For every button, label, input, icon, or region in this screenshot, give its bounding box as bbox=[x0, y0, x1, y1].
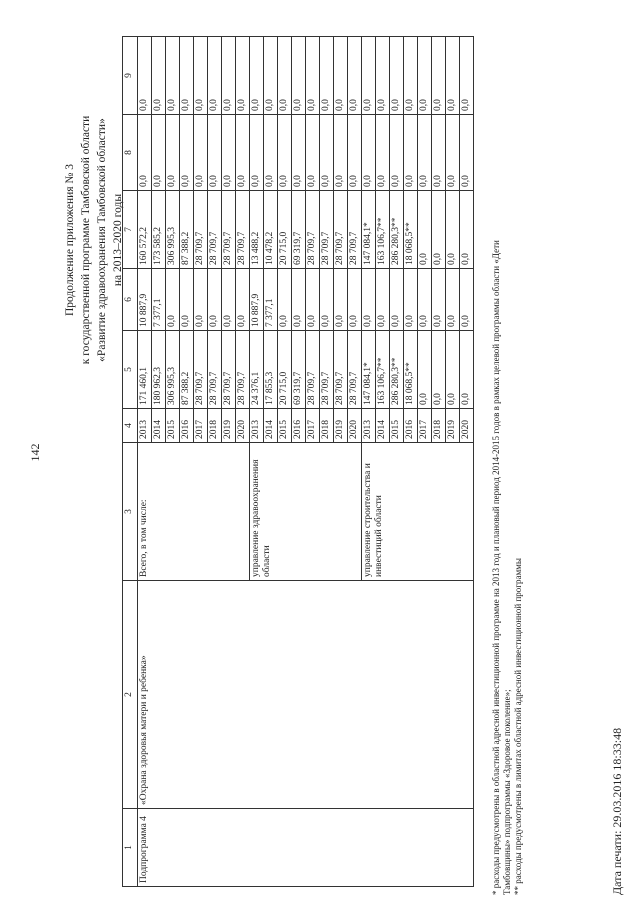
value-cell: 0,0 bbox=[376, 37, 390, 115]
value-cell: 0,0 bbox=[250, 115, 264, 191]
year-cell: 2018 bbox=[320, 409, 334, 443]
value-cell: 0,0 bbox=[180, 269, 194, 331]
column-header: 7 bbox=[123, 191, 138, 269]
value-cell: 0,0 bbox=[334, 115, 348, 191]
value-cell: 0,0 bbox=[278, 115, 292, 191]
year-cell: 2020 bbox=[460, 409, 474, 443]
value-cell: 0,0 bbox=[362, 115, 376, 191]
value-cell: 0,0 bbox=[278, 37, 292, 115]
value-cell: 0,0 bbox=[292, 269, 306, 331]
column-header: 1 bbox=[123, 809, 138, 887]
value-cell: 7 377,1 bbox=[152, 269, 166, 331]
value-cell: 0,0 bbox=[460, 269, 474, 331]
year-cell: 2015 bbox=[278, 409, 292, 443]
value-cell: 69 319,7 bbox=[292, 331, 306, 409]
value-cell: 28 709,7 bbox=[320, 331, 334, 409]
value-cell: 0,0 bbox=[194, 269, 208, 331]
print-date: Дата печати: 29.03.2016 18:33:48 bbox=[610, 727, 624, 895]
footnotes bbox=[491, 15, 524, 895]
value-cell: 0,0 bbox=[306, 269, 320, 331]
value-cell: 0,0 bbox=[166, 115, 180, 191]
value-cell: 0,0 bbox=[138, 37, 152, 115]
value-cell: 0,0 bbox=[320, 37, 334, 115]
value-cell: 0,0 bbox=[236, 115, 250, 191]
table-row bbox=[138, 37, 152, 887]
value-cell: 28 709,7 bbox=[208, 191, 222, 269]
value-cell: 0,0 bbox=[306, 115, 320, 191]
value-cell: 0,0 bbox=[194, 37, 208, 115]
header-line: Продолжение приложения № 3 bbox=[64, 163, 76, 317]
value-cell: 0,0 bbox=[376, 269, 390, 331]
value-cell: 28 709,7 bbox=[222, 191, 236, 269]
footnote: * расходы предусмотрены в областной адресной инвестиционной программе на 2013 год и плановый период 2014-2015 годов в рамках целевой программы области «Дети bbox=[491, 240, 501, 895]
value-cell: 147 084,1* bbox=[362, 191, 376, 269]
column-header: 5 bbox=[123, 331, 138, 409]
value-cell: 0,0 bbox=[222, 269, 236, 331]
value-cell: 10 887,9 bbox=[250, 269, 264, 331]
page-number: 142 bbox=[28, 443, 42, 462]
value-cell: 87 388,2 bbox=[180, 331, 194, 409]
value-cell: 0,0 bbox=[166, 37, 180, 115]
column-header: 6 bbox=[123, 269, 138, 331]
footnote: ** расходы предусмотрены в лимитах областной адресной инвестиционной программы bbox=[513, 558, 523, 895]
value-cell: 0,0 bbox=[418, 331, 432, 409]
value-cell: 160 572,2 bbox=[138, 191, 152, 269]
value-cell: 28 709,7 bbox=[320, 191, 334, 269]
year-cell: 2017 bbox=[194, 409, 208, 443]
value-cell: 0,0 bbox=[418, 115, 432, 191]
value-cell: 20 715,0 bbox=[278, 331, 292, 409]
value-cell: 28 709,7 bbox=[236, 331, 250, 409]
column-header: 8 bbox=[123, 115, 138, 191]
value-cell: 0,0 bbox=[376, 115, 390, 191]
year-cell: 2019 bbox=[222, 409, 236, 443]
header-line: «Развитие здравоохранения Тамбовской области» bbox=[96, 118, 108, 362]
value-cell: 13 488,2 bbox=[250, 191, 264, 269]
program-name-cell: «Охрана здоровья матери и ребенка» bbox=[138, 581, 474, 809]
value-cell: 10 478,2 bbox=[264, 191, 278, 269]
table-body bbox=[138, 37, 474, 887]
executor-cell: управление строительства и инвестиций области bbox=[362, 443, 474, 581]
column-header: 9 bbox=[123, 37, 138, 115]
year-cell: 2013 bbox=[362, 409, 376, 443]
value-cell: 0,0 bbox=[152, 37, 166, 115]
value-cell: 0,0 bbox=[418, 269, 432, 331]
value-cell: 306 995,3 bbox=[166, 331, 180, 409]
header-line: на 2013–2020 годы bbox=[112, 193, 124, 287]
year-cell: 2020 bbox=[236, 409, 250, 443]
value-cell: 0,0 bbox=[334, 269, 348, 331]
value-cell: 0,0 bbox=[390, 115, 404, 191]
value-cell: 0,0 bbox=[446, 191, 460, 269]
year-cell: 2015 bbox=[390, 409, 404, 443]
value-cell: 0,0 bbox=[404, 37, 418, 115]
value-cell: 0,0 bbox=[194, 115, 208, 191]
value-cell: 0,0 bbox=[460, 331, 474, 409]
value-cell: 69 319,7 bbox=[292, 191, 306, 269]
value-cell: 0,0 bbox=[446, 115, 460, 191]
value-cell: 0,0 bbox=[320, 115, 334, 191]
value-cell: 0,0 bbox=[180, 115, 194, 191]
value-cell: 0,0 bbox=[362, 37, 376, 115]
value-cell: 28 709,7 bbox=[306, 331, 320, 409]
value-cell: 0,0 bbox=[432, 191, 446, 269]
value-cell: 24 376,1 bbox=[250, 331, 264, 409]
value-cell: 0,0 bbox=[180, 37, 194, 115]
value-cell: 17 855,3 bbox=[264, 331, 278, 409]
value-cell: 0,0 bbox=[208, 37, 222, 115]
value-cell: 0,0 bbox=[278, 269, 292, 331]
year-cell: 2014 bbox=[264, 409, 278, 443]
value-cell: 0,0 bbox=[250, 37, 264, 115]
column-header: 2 bbox=[123, 581, 138, 809]
value-cell: 28 709,7 bbox=[236, 191, 250, 269]
value-cell: 173 585,2 bbox=[152, 191, 166, 269]
appendix-header bbox=[62, 30, 126, 450]
value-cell: 286 280,3** bbox=[390, 191, 404, 269]
year-cell: 2016 bbox=[180, 409, 194, 443]
value-cell: 28 709,7 bbox=[194, 191, 208, 269]
value-cell: 0,0 bbox=[390, 37, 404, 115]
value-cell: 10 887,9 bbox=[138, 269, 152, 331]
value-cell: 28 709,7 bbox=[348, 331, 362, 409]
value-cell: 0,0 bbox=[222, 37, 236, 115]
value-cell: 28 709,7 bbox=[348, 191, 362, 269]
value-cell: 0,0 bbox=[418, 37, 432, 115]
value-cell: 0,0 bbox=[334, 37, 348, 115]
year-cell: 2014 bbox=[152, 409, 166, 443]
value-cell: 0,0 bbox=[432, 269, 446, 331]
value-cell: 28 709,7 bbox=[194, 331, 208, 409]
value-cell: 0,0 bbox=[348, 115, 362, 191]
value-cell: 0,0 bbox=[138, 115, 152, 191]
value-cell: 0,0 bbox=[208, 115, 222, 191]
year-cell: 2013 bbox=[250, 409, 264, 443]
year-cell: 2015 bbox=[166, 409, 180, 443]
value-cell: 7 377,1 bbox=[264, 269, 278, 331]
value-cell: 0,0 bbox=[166, 269, 180, 331]
value-cell: 18 068,5** bbox=[404, 191, 418, 269]
value-cell: 28 709,7 bbox=[334, 331, 348, 409]
value-cell: 28 709,7 bbox=[334, 191, 348, 269]
value-cell: 0,0 bbox=[348, 269, 362, 331]
column-header: 3 bbox=[123, 443, 138, 581]
value-cell: 0,0 bbox=[460, 37, 474, 115]
value-cell: 0,0 bbox=[292, 115, 306, 191]
column-number-row bbox=[123, 37, 138, 887]
value-cell: 87 388,2 bbox=[180, 191, 194, 269]
value-cell: 180 962,3 bbox=[152, 331, 166, 409]
value-cell: 0,0 bbox=[236, 37, 250, 115]
year-cell: 2014 bbox=[376, 409, 390, 443]
value-cell: 0,0 bbox=[236, 269, 250, 331]
value-cell: 0,0 bbox=[292, 37, 306, 115]
value-cell: 0,0 bbox=[460, 115, 474, 191]
value-cell: 28 709,7 bbox=[208, 331, 222, 409]
value-cell: 0,0 bbox=[432, 331, 446, 409]
value-cell: 0,0 bbox=[264, 37, 278, 115]
program-cell: Подпрограмма 4 bbox=[138, 809, 474, 887]
year-cell: 2019 bbox=[334, 409, 348, 443]
value-cell: 0,0 bbox=[432, 37, 446, 115]
value-cell: 0,0 bbox=[152, 115, 166, 191]
value-cell: 147 084,1* bbox=[362, 331, 376, 409]
value-cell: 0,0 bbox=[264, 115, 278, 191]
year-cell: 2017 bbox=[306, 409, 320, 443]
year-cell: 2013 bbox=[138, 409, 152, 443]
value-cell: 0,0 bbox=[222, 115, 236, 191]
value-cell: 0,0 bbox=[208, 269, 222, 331]
executor-cell: Всего, в том числе: bbox=[138, 443, 250, 581]
value-cell: 171 460,1 bbox=[138, 331, 152, 409]
value-cell: 286 280,3** bbox=[390, 331, 404, 409]
budget-table bbox=[122, 36, 474, 887]
value-cell: 0,0 bbox=[362, 269, 376, 331]
value-cell: 0,0 bbox=[460, 191, 474, 269]
value-cell: 20 715,0 bbox=[278, 191, 292, 269]
value-cell: 0,0 bbox=[306, 37, 320, 115]
value-cell: 0,0 bbox=[404, 269, 418, 331]
value-cell: 0,0 bbox=[446, 269, 460, 331]
value-cell: 0,0 bbox=[446, 37, 460, 115]
value-cell: 0,0 bbox=[390, 269, 404, 331]
year-cell: 2016 bbox=[404, 409, 418, 443]
value-cell: 163 106,7** bbox=[376, 331, 390, 409]
footnote: Тамбовщины» подпрограммы «Здоровое поколение»; bbox=[502, 689, 512, 895]
header-line: к государственной программе Тамбовской области bbox=[80, 115, 92, 365]
value-cell: 163 106,7** bbox=[376, 191, 390, 269]
year-cell: 2016 bbox=[292, 409, 306, 443]
executor-cell: управление здравоохранения области bbox=[250, 443, 362, 581]
year-cell: 2018 bbox=[208, 409, 222, 443]
value-cell: 18 068,5** bbox=[404, 331, 418, 409]
year-cell: 2017 bbox=[418, 409, 432, 443]
value-cell: 306 995,3 bbox=[166, 191, 180, 269]
year-cell: 2020 bbox=[348, 409, 362, 443]
value-cell: 0,0 bbox=[348, 37, 362, 115]
value-cell: 28 709,7 bbox=[306, 191, 320, 269]
value-cell: 0,0 bbox=[432, 115, 446, 191]
value-cell: 0,0 bbox=[404, 115, 418, 191]
column-header: 4 bbox=[123, 409, 138, 443]
year-cell: 2019 bbox=[446, 409, 460, 443]
value-cell: 0,0 bbox=[320, 269, 334, 331]
value-cell: 0,0 bbox=[446, 331, 460, 409]
value-cell: 28 709,7 bbox=[222, 331, 236, 409]
value-cell: 0,0 bbox=[418, 191, 432, 269]
year-cell: 2018 bbox=[432, 409, 446, 443]
